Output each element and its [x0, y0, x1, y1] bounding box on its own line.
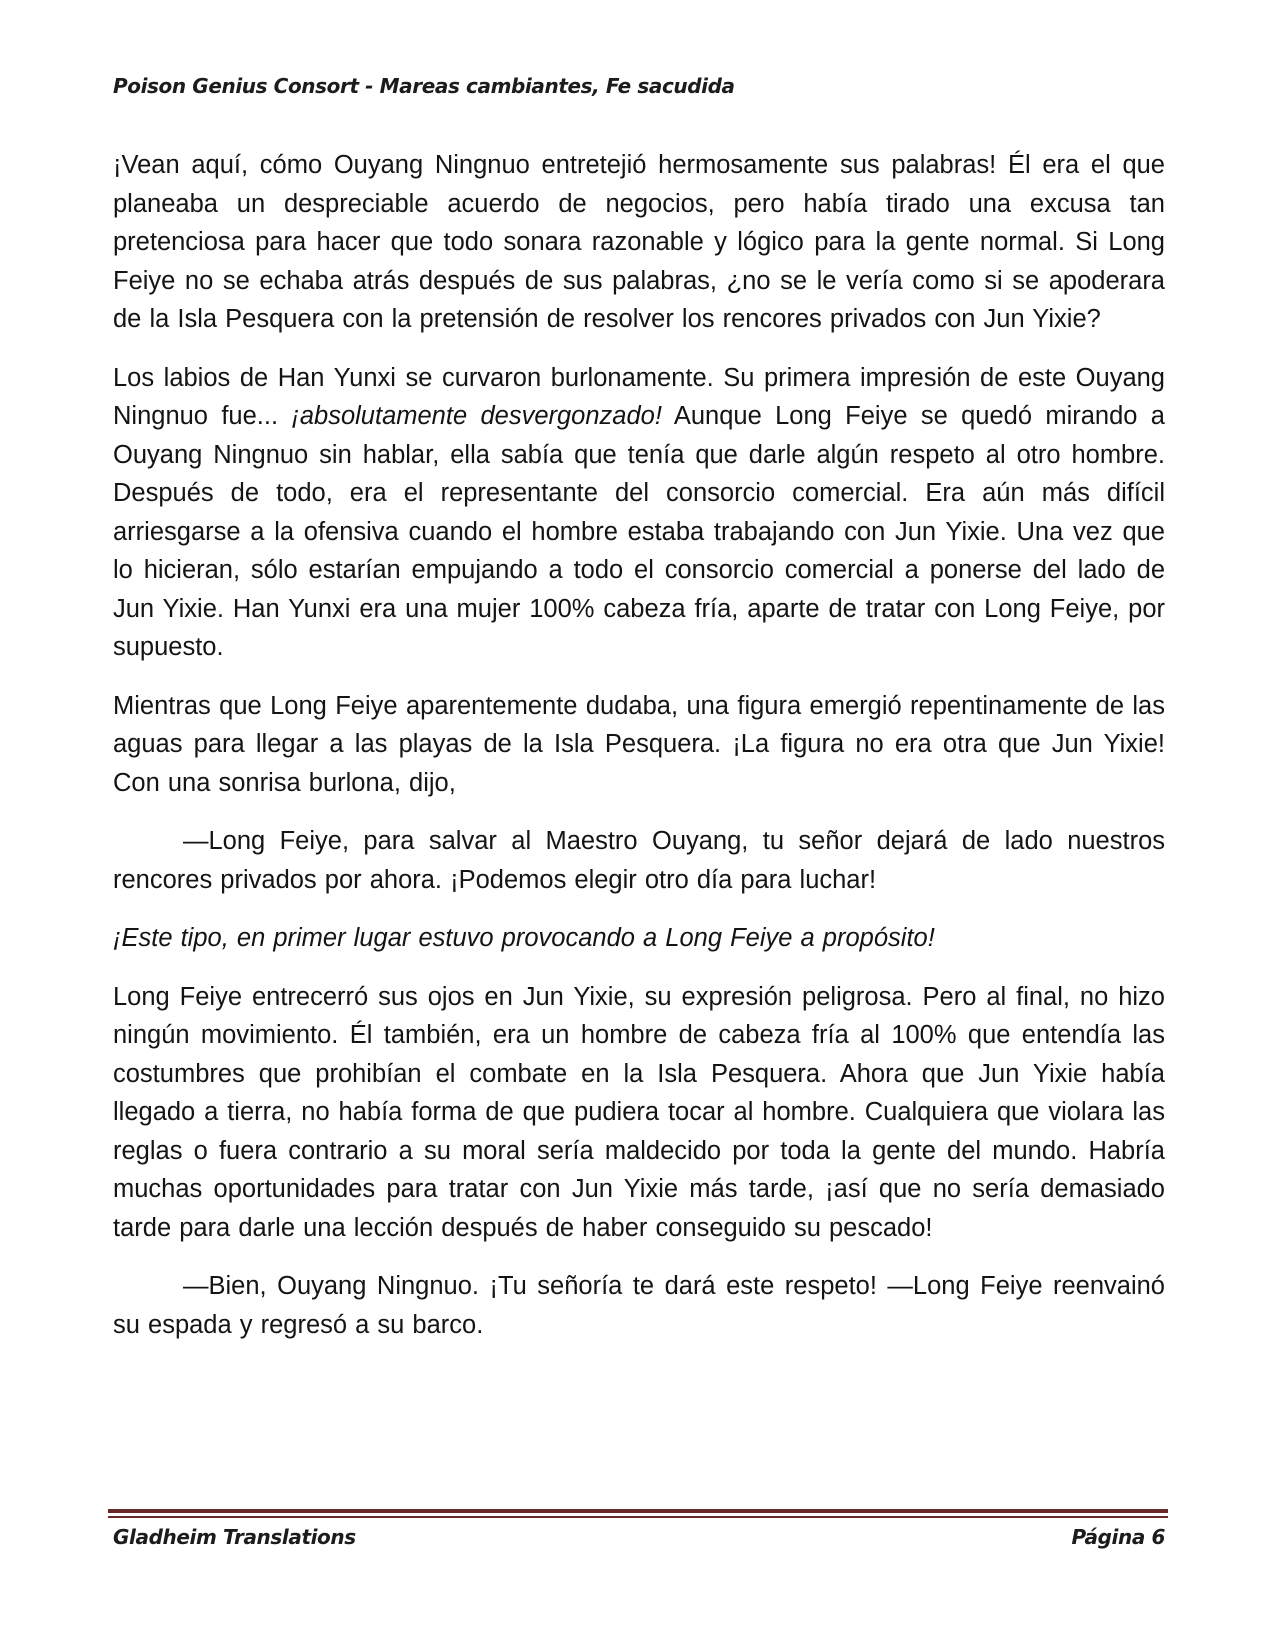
paragraph-7-dialogue: —Bien, Ouyang Ningnuo. ¡Tu señoría te dará este respeto! —Long Feiye reenvainó su espada y regresó a su barco.	[113, 1272, 1165, 1339]
footer-divider-thick	[108, 1509, 1168, 1513]
page-header-title: Poison Genius Consort - Mareas cambiantes, Fe sacudida	[113, 74, 735, 98]
paragraph-1: ¡Vean aquí, cómo Ouyang Ningnuo entretejió hermosamente sus palabras! Él era el que planeaba un despreciable acuerdo de negocios, pero había tirado una excusa tan pretenciosa para hacer que todo sonara razonable y lógico para la gente normal. Si Long Feiye no se echaba atrás después de sus palabras, ¿no se le vería como si se apoderara de la Isla Pesquera con la pretensión de resolver los rencores privados con Jun Yixie?	[113, 151, 1165, 333]
paragraph-3: Mientras que Long Feiye aparentemente dudaba, una figura emergió repentinamente de las aguas para llegar a las playas de la Isla Pesquera. ¡La figura no era otra que Jun Yixie! Con una sonrisa burlona, dijo,	[113, 691, 1165, 797]
paragraph-6: Long Feiye entrecerró sus ojos en Jun Yixie, su expresión peligrosa. Pero al final, no hizo ningún movimiento. Él también, era un hombre de cabeza fría al 100% que entendía las costumbres que prohibían el combate en la Isla Pesquera. Ahora que Jun Yixie había llegado a tierra, no había forma de que pudiera tocar al hombre. Cualquiera que violara las reglas o fuera contrario a su moral sería maldecido por toda la gente del mundo. Habría muchas oportunidades para tratar con Jun Yixie más tarde, ¡así que no sería demasiado tarde para darle una lección después de haber conseguido su pescado!	[113, 982, 1165, 1242]
footer-credit: Gladheim Translations	[113, 1525, 356, 1549]
paragraph-2-text-a: Los labios de Han Yunxi se curvaron burlonamente. Su primera impresión de este Ouyang Ningnuo fue...	[113, 363, 1165, 430]
footer-page-number: Página 6	[1071, 1525, 1165, 1549]
paragraph-4-dialogue: —Long Feiye, para salvar al Maestro Ouyang, tu señor dejará de lado nuestros rencores privados por ahora. ¡Podemos elegir otro día para luchar!	[113, 827, 1165, 894]
page-body	[113, 146, 1165, 1364]
footer-divider-thin	[108, 1516, 1168, 1518]
paragraph-2	[113, 359, 1165, 667]
paragraph-2-text-b: Aunque Long Feiye se quedó mirando a Ouyang Ningnuo sin hablar, ella sabía que tenía que darle algún respeto al otro hombre. Después de todo, era el representante del consorcio comercial. Era aún más difícil arriesgarse a la ofensiva cuando el hombre estaba trabajando con Jun Yixie. Una vez que lo hicieran, sólo estarían empujando a todo el consorcio comercial a ponerse del lado de Jun Yixie. Han Yunxi era una mujer 100% cabeza fría, aparte de tratar con Long Feiye, por supuesto.	[113, 402, 1165, 661]
paragraph-5-thought: ¡Este tipo, en primer lugar estuvo provocando a Long Feiye a propósito!	[113, 924, 935, 952]
paragraph-2-italic: ¡absolutamente desvergonzado!	[291, 402, 662, 430]
